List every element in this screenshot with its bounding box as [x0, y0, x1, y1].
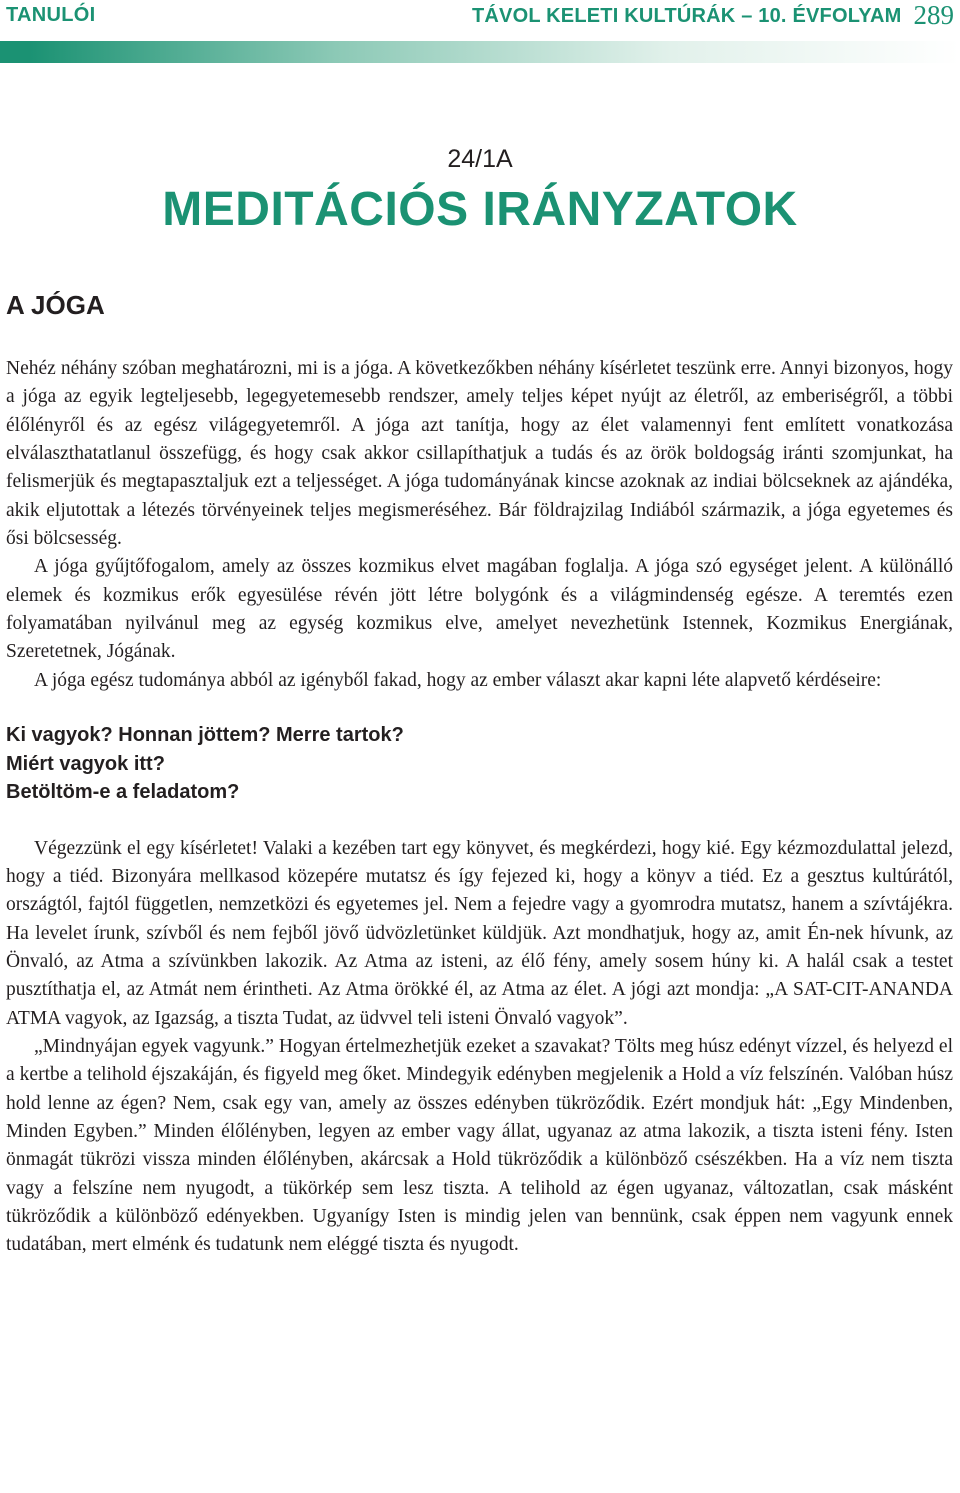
- lesson-code: 24/1A: [447, 145, 513, 173]
- question-list: [6, 721, 953, 807]
- question-item: Ki vagyok? Honnan jöttem? Merre tartok?: [6, 724, 404, 747]
- question-item: Miért vagyok itt?: [6, 752, 165, 775]
- lesson-title: MEDITÁCIÓS IRÁNYZATOK: [162, 183, 798, 236]
- question-item: Betöltöm-e a feladatom?: [6, 781, 240, 804]
- paragraph: A jóga egész tudománya abból az igényből fakad, hogy az ember választ akar kapni léte alapvető kérdéseire:: [34, 669, 882, 691]
- paragraph: Végezzünk el egy kísérletet! Valaki a kezében tart egy könyvet, és megkérdezi, hogy kié. Egy kézmozdulattal jelezd, hogy a tiéd. Bizonyára mellkasod közepére mutatsz és így fejezed ki, hogy a könyv a tiéd. Ez a gesztus kultúrától, országtól, fajtól független, nemzetközi és egyetemes jel. Nem a fejedre vagy a gyomrodra mutatsz, hanem a szívtájékra. Ha levelet írunk, szívből és nem fejből jövő üdvözletünket küldjük. Azt mondhatjuk, hogy az, amit Én-nek hívunk, az Önvaló, az Atma a szívünkben lakozik. Az Atma az isteni, az élő fény, amely sosem húny ki. A halál csak a testet pusztíthatja el, az Atmát nem érintheti. Az Atma örökké él, az Atma az élet. A jógi azt mondja: „A SAT-CIT-ANANDA ATMA vagyok, az Igazság, a tiszta Tudat, az üdvvel teli isteni Önvaló vagyok”.: [6, 837, 953, 1029]
- header-right: [472, 0, 954, 31]
- body-text: [6, 355, 953, 1260]
- section-title: A JÓGA: [6, 290, 105, 320]
- paragraph: Nehéz néhány szóban meghatározni, mi is a jóga. A következőkben néhány kísérletet teszünk erre. Annyi bizonyos, hogy a jóga az egyik legteljesebb, legegyetemesebb rendszer, amely teljes képet nyújt az életről, az emberiségről, a többi élőlényről és az egész világegyetemről. A jóga azt tanítja, hogy az élet valamennyi fent említett vonatkozása elválaszthatatlanul összefügg, és hogy csak akkor csillapíthatjuk a tudás és az örök boldogság iránti szomjunkat, ha felismerjük és megtapasztaljuk ezt a teljességet. A jóga tudományának kincse azoknak az indiai bölcseknek az ajándéka, akik eljutottak a létezés törvényeinek teljes megismeréséhez. Bár földrajzilag Indiából származik, a jóga egyetemes és ősi bölcsesség.: [6, 358, 953, 550]
- page-number: 289: [913, 0, 954, 30]
- page-header: [0, 0, 960, 40]
- header-course-title: TÁVOL KELETI KULTÚRÁK – 10. ÉVFOLYAM: [472, 5, 902, 27]
- paragraph: A jóga gyűjtőfogalom, amely az összes kozmikus elvet magában foglalja. A jóga szó egységet jelent. A különálló elemek és kozmikus erők egyesülése révén jött létre bolygónk és a világmindenség egésze. A teremtés ezen folyamatában nyilvánul meg az egység kozmikus elve, amelyet nevezhetünk Istennek, Kozmikus Energiának, Szeretetnek, Jógának.: [6, 556, 953, 663]
- header-gradient-rule: [0, 41, 960, 63]
- paragraph: „Mindnyájan egyek vagyunk.” Hogyan értelmezhetjük ezeket a szavakat? Tölts meg húsz edényt vízzel, és helyezd el a kertbe a telihold éjszakáján, és figyeld meg őket. Mindegyik edényben megjelenik a Hold a víz felszínén. Valóban húsz hold lenne az égen? Nem, csak egy van, amely az összes edényben tükröződik. Ezért mondjuk hát: „Egy Mindenben, Minden Egyben.” Minden élőlényben, legyen az ember vagy állat, ugyanaz az atma lakozik, a tiszta isteni fény. Isten önmagát tükrözi vissza minden élőlényben, akárcsak a Hold tükröződik a különböző csészékben. Ha a víz nem tiszta vagy a felszíne nem nyugodt, a tükörkép sem lesz tiszta. A telihold az égen ugyanaz, változatlan, csak másként tükröződik a különböző edényekben. Ugyanígy Isten is mindig jelen van bennünk, csak éppen nem vagyunk ennek tudatában, mert elménk és tudatunk nem eléggé tiszta és nyugodt.: [6, 1036, 953, 1256]
- header-audience-label: TANULÓI: [6, 4, 96, 26]
